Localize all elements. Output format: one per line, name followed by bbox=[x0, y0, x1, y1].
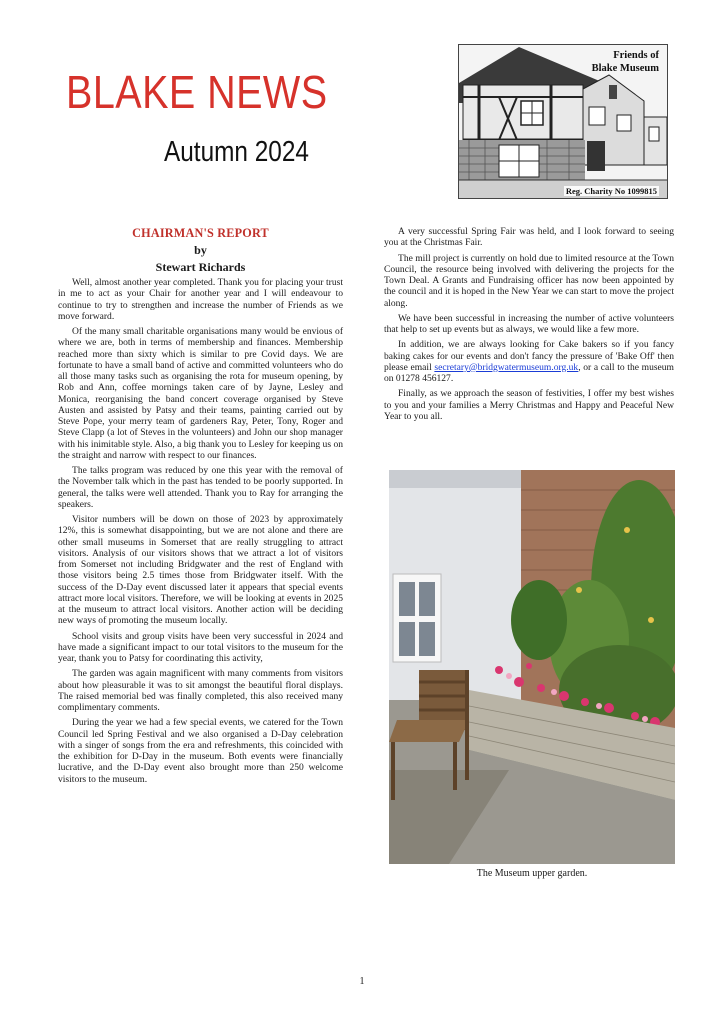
report-by: by bbox=[194, 243, 207, 257]
museum-garden-photo bbox=[389, 470, 675, 864]
contact-text-after: , or a call to the museum on 01278 456127. bbox=[384, 361, 674, 384]
paragraph: Visitor numbers will be down on those of 2023 by approximately 12%, this is somewhat disappointing, but we are not alone and there are other small museums in Somerset that are really struggling to attract visitors. Analysis of our visitors shows that we attract a lot of visitors from Somerset not including Bridgwater and the rest of England with those visitors being 2.5 times those from Bridgwater itself. With the success of the D-Day event discussed later it appears that special events attract more local visitors. Therefore, we will be looking at events in 2025 at the museum to attract local visitors. Another action will be deciding new ways of promoting the museum locally. bbox=[58, 514, 343, 627]
secretary-email-link[interactable]: secretary@bridgwatermuseum.org.uk bbox=[434, 361, 579, 373]
paragraph: The mill project is currently on hold due to limited resource at the Town Council, the resource being involved with delivering the projects for the Town Deal. A Grants and Fundraising officer has now been appointed by the council and it is hoped in the New Year we can start to move the project along. bbox=[384, 252, 674, 309]
charity-number: Reg. Charity No 1099815 bbox=[565, 186, 657, 196]
logo-line-2: Blake Museum bbox=[591, 63, 659, 74]
paragraph: Of the many small charitable organisations many would be envious of where we are, both in terms of membership and finances. Membership reached more than sixty which is similar to pre Covid days. We are fortunate to have a small band of active and committed volunteers who do all those many tasks such as organising the rota for museum opening, by Rob and Ann, coffee mornings taken care of by Jayne, Lesley and Monica, reorganising the band concert coverage organised by Steve Austen and assisted by Patsy and their teams, painting carried out by Steve Pope, your merry team of gardeners Ray, Peter, Tony, Roger and Steve Clapp (a lot of Steves in the volunteers) and John our shop manager with his inimitable style. Also, a big thank you to Lesley for keeping us on the straight and narrow with respect to our finances. bbox=[58, 326, 343, 461]
report-heading: CHAIRMAN'S REPORT bbox=[132, 226, 269, 240]
contact-text-before: In addition, we are always looking for Cake bakers so if you fancy baking cakes for our events and don't fancy the pressure of 'Bake Off' then please email bbox=[384, 339, 674, 373]
photo-caption: The Museum upper garden. bbox=[476, 868, 588, 879]
right-column bbox=[384, 226, 674, 426]
left-column bbox=[58, 226, 343, 789]
garden-illustration bbox=[389, 470, 675, 864]
paragraph: Well, almost another year completed. Thank you for placing your trust in me to act as your Chair for another year and I will endeavour to continue to try to strengthen and increase the number of Friends as we move forward. bbox=[58, 277, 343, 322]
issue-season: Autumn 2024 bbox=[164, 136, 309, 168]
report-author: Stewart Richards bbox=[155, 260, 246, 274]
paragraph: A very successful Spring Fair was held, and I look forward to seeing you at the Christmas Fair. bbox=[384, 226, 674, 249]
paragraph: Finally, as we approach the season of festivities, I offer my best wishes to you and your families a Merry Christmas and Happy and Peaceful New Year to you all. bbox=[384, 388, 674, 422]
paragraph: We have been successful in increasing the number of active volunteers that help to set up events but as always, we would like a few more. bbox=[384, 312, 674, 335]
paragraph: School visits and group visits have been very successful in 2024 and have made a significant impact to our total visitors to the museum for the year, thank you to Patsy for coordinating this activity, bbox=[58, 630, 343, 664]
paragraph: The talks program was reduced by one this year with the removal of the November talk which in the past has tended to be poorly supported. In general, the talks were well attended. Thank you to Ray for arranging the speakers. bbox=[58, 465, 343, 510]
paragraph: The garden was again magnificent with many comments from visitors about how pleasurable it was to sit amongst the beautiful floral displays. The raised memorial bed was finally completed, this also received many complimentary comments. bbox=[58, 668, 343, 713]
paragraph-contact bbox=[384, 339, 674, 384]
masthead bbox=[66, 68, 386, 178]
page-number: 1 bbox=[359, 976, 365, 987]
friends-of-blake-museum-label bbox=[592, 49, 659, 75]
friends-of-blake-museum-logo bbox=[458, 44, 668, 199]
paragraph: During the year we had a few special events, we catered for the Town Council led Spring Festival and we also organised a D-Day celebration with a singer of songs from the era and refreshments, this coincided with the exhibition for D-Day in the museum. Both events were financially lucrative, and the D-Day event also brought more than 250 welcome visitors to the museum. bbox=[58, 717, 343, 785]
logo-line-1: Friends of bbox=[613, 50, 659, 61]
newsletter-title: BLAKE NEWS bbox=[66, 66, 328, 118]
